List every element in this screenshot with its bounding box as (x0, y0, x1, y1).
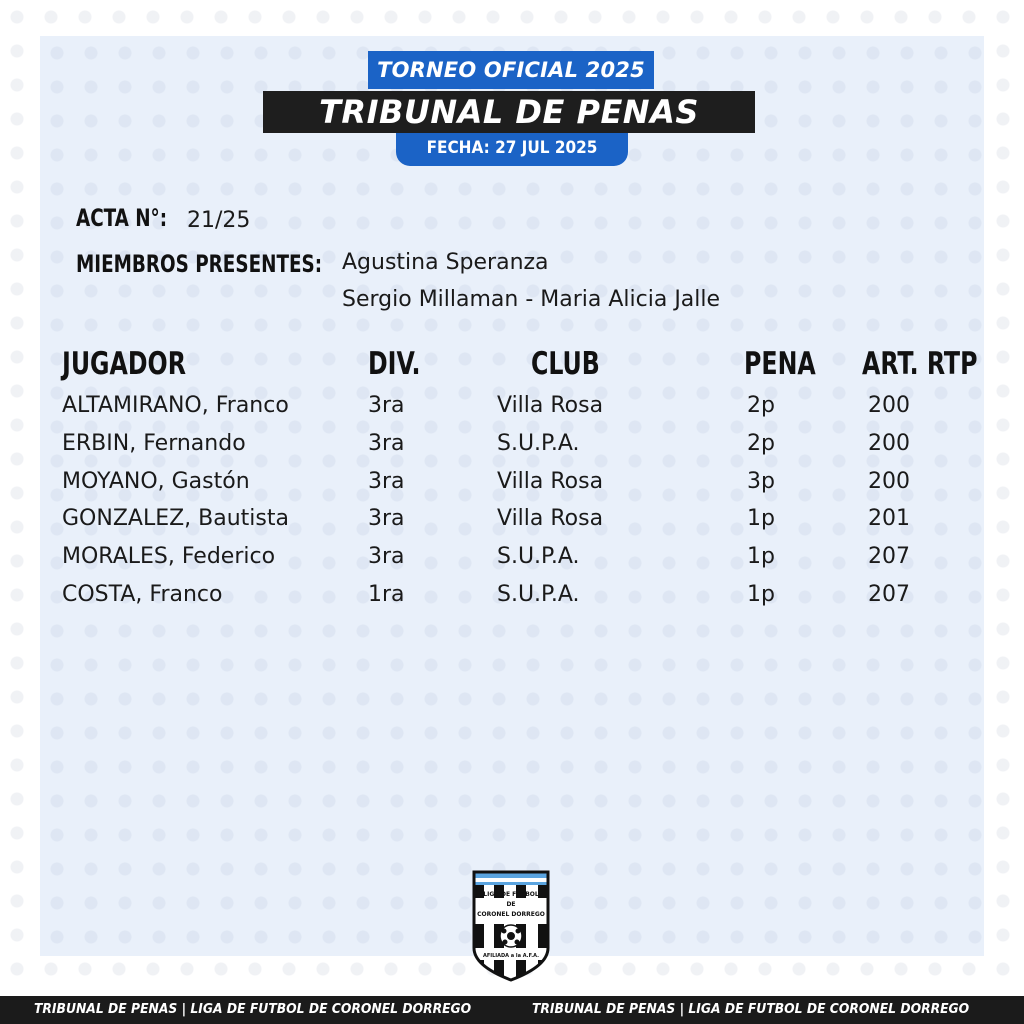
cell-art: 200 (868, 469, 910, 494)
cell-div: 1ra (368, 582, 405, 607)
footer-text-left: TRIBUNAL DE PENAS | LIGA DE FUTBOL DE CORONEL DORREGO (34, 1002, 472, 1017)
cell-jugador: MORALES, Federico (62, 544, 276, 569)
table-row (0, 425, 1024, 463)
column-header-pena: PENA (744, 346, 816, 382)
footer-text-right: TRIBUNAL DE PENAS | LIGA DE FUTBOL DE CORONEL DORREGO (532, 1002, 970, 1017)
acta-label: ACTA N°: (76, 204, 168, 232)
cell-pena: 3p (747, 469, 775, 494)
crest-text-top: LIGA DE FUTBOL (483, 891, 539, 898)
cell-div: 3ra (368, 393, 405, 418)
cell-jugador: ERBIN, Fernando (62, 431, 246, 456)
cell-jugador: GONZALEZ, Bautista (62, 506, 289, 531)
table-row (0, 387, 1024, 425)
cell-club: Villa Rosa (497, 393, 604, 418)
cell-club: S.U.P.A. (497, 431, 580, 456)
tournament-banner: TORNEO OFICIAL 2025 (368, 51, 654, 89)
table-row (0, 576, 1024, 614)
cell-jugador: COSTA, Franco (62, 582, 223, 607)
cell-div: 3ra (368, 544, 405, 569)
cell-div: 3ra (368, 506, 405, 531)
column-header-art: ART. RTP (862, 346, 978, 382)
cell-club: S.U.P.A. (497, 544, 580, 569)
league-crest-icon (470, 870, 552, 982)
cell-art: 207 (868, 544, 910, 569)
cell-pena: 1p (747, 544, 775, 569)
cell-pena: 2p (747, 393, 775, 418)
column-header-div: DIV. (368, 346, 421, 382)
cell-div: 3ra (368, 469, 405, 494)
members-label: MIEMBROS PRESENTES: (76, 250, 323, 278)
table-row (0, 463, 1024, 501)
cell-art: 200 (868, 393, 910, 418)
crest-text-name: CORONEL DORREGO (477, 911, 545, 918)
cell-div: 3ra (368, 431, 405, 456)
table-row (0, 538, 1024, 576)
acta-value: 21/25 (187, 208, 251, 233)
crest-text-bottom: AFILIADA a la A.F.A. (482, 953, 540, 959)
cell-art: 200 (868, 431, 910, 456)
page-title: TRIBUNAL DE PENAS (263, 91, 755, 133)
member-line-1: Agustina Speranza (342, 250, 549, 275)
footer-bar (0, 996, 1024, 1024)
column-header-club: CLUB (531, 346, 600, 382)
date-badge: FECHA: 27 JUL 2025 (396, 133, 628, 166)
column-header-jugador: JUGADOR (62, 346, 186, 382)
crest-text-mid: DE (506, 901, 516, 908)
table-row (0, 500, 1024, 538)
member-line-2: Sergio Millaman - Maria Alicia Jalle (342, 287, 721, 312)
cell-pena: 1p (747, 506, 775, 531)
cell-jugador: MOYANO, Gastón (62, 469, 250, 494)
cell-club: S.U.P.A. (497, 582, 580, 607)
cell-art: 201 (868, 506, 910, 531)
cell-pena: 1p (747, 582, 775, 607)
cell-pena: 2p (747, 431, 775, 456)
cell-jugador: ALTAMIRANO, Franco (62, 393, 289, 418)
cell-club: Villa Rosa (497, 469, 604, 494)
cell-art: 207 (868, 582, 910, 607)
cell-club: Villa Rosa (497, 506, 604, 531)
